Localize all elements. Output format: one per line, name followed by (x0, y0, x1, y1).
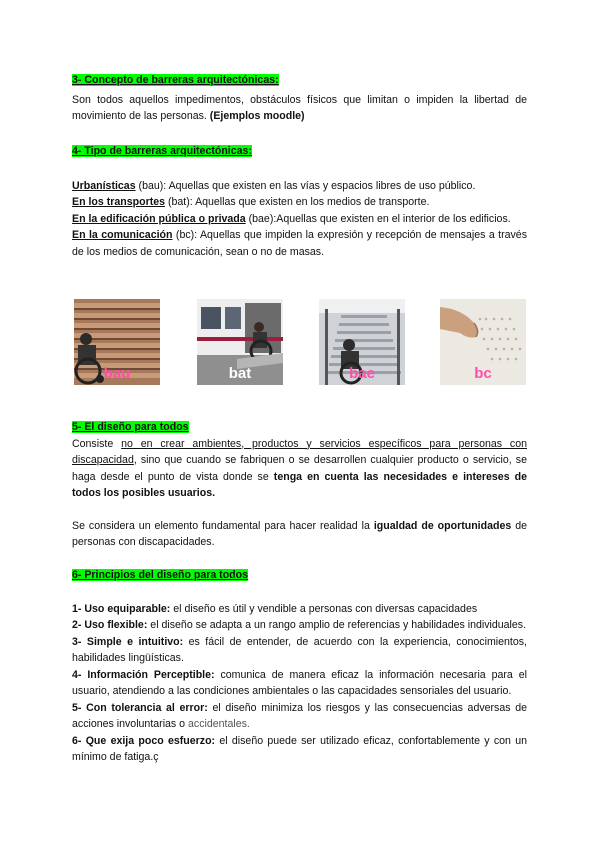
section-4-heading: 4- Tipo de barreras arquitectónicas: (72, 145, 252, 157)
image-label-bae: bae (349, 364, 375, 382)
section-4 (72, 143, 527, 260)
image-bat (197, 299, 283, 385)
principle-item: 3- Simple e intuitivo: es fácil de entender, de acuerdo con la experiencia, conocimientos, habilidades lingüísticas. (72, 635, 527, 664)
principle-item: 4- Información Perceptible: comunica de manera eficaz la información necesaria para el usuario, atendiendo a las condiciones ambientales o las capacidades sensoriales del usuario. (72, 668, 527, 697)
section-6 (72, 567, 527, 766)
principles-list (72, 601, 527, 766)
section-3-text: Son todos aquellos impedimentos, obstáculos físicos que limitan o impiden la libertad de movimiento de las personas. (Ejemplos moodle) (72, 93, 527, 122)
principle-item: 5- Con tolerancia al error: el diseño minimiza los riesgos y las consecuencias adversas de acciones involuntarias o accidentales. (72, 701, 527, 730)
principle-item: 2- Uso flexible: el diseño se adapta a un rango amplio de referencias y habilidades individuales. (72, 619, 527, 631)
image-bc (440, 299, 526, 385)
section-5 (72, 419, 527, 551)
barrier-item-bat: En los transportes (bat): Aquellas que existen en los medios de transporte. (72, 196, 430, 208)
section-3-heading: 3- Concepto de barreras arquitectónicas: (72, 74, 279, 86)
image-bae (319, 299, 405, 385)
section-5-paragraph-2: Se considera un elemento fundamental para hacer realidad la igualdad de oportunidades de personas con discapacidades. (72, 519, 527, 548)
barrier-item-bau: Urbanísticas (bau): Aquellas que existen en las vías y espacios libres de uso público. (72, 179, 476, 192)
section-5-heading: 5- El diseño para todos (72, 421, 189, 433)
section-3 (72, 72, 527, 125)
barrier-list (72, 178, 527, 261)
image-label-bat: bat (228, 364, 252, 382)
barrier-item-bc: En la comunicación (bc): Aquellas que impiden la expresión y recepción de mensajes a través de los medios de comunicación, sean o no de masas. (72, 229, 527, 258)
barrier-images-row (72, 299, 527, 387)
section-5-paragraph-1: Consiste no en crear ambientes, productos y servicios específicos para personas con discapacidad, sino que cuando se fabriquen o se desarrollen cualquier producto o servicio, se haga desde el punto de vista donde se tenga en cuenta las necesidades e intereses de todos los posibles usuarios. (72, 437, 528, 499)
image-label-bc: bc (474, 364, 492, 382)
principle-item: 6- Que exija poco esfuerzo: el diseño puede ser utilizado eficaz, confortablemente y con un mínimo de fatiga.ç (72, 734, 527, 763)
image-bau (74, 299, 160, 385)
section-6-heading: 6- Principios del diseño para todos (72, 569, 249, 581)
image-label-bau: bau (103, 364, 131, 382)
barrier-item-bae: En la edificación pública o privada (bae):Aquellas que existen en el interior de los edificios. (72, 212, 511, 225)
principle-item: 1- Uso equiparable: el diseño es útil y vendible a personas con diversas capacidades (72, 602, 478, 615)
